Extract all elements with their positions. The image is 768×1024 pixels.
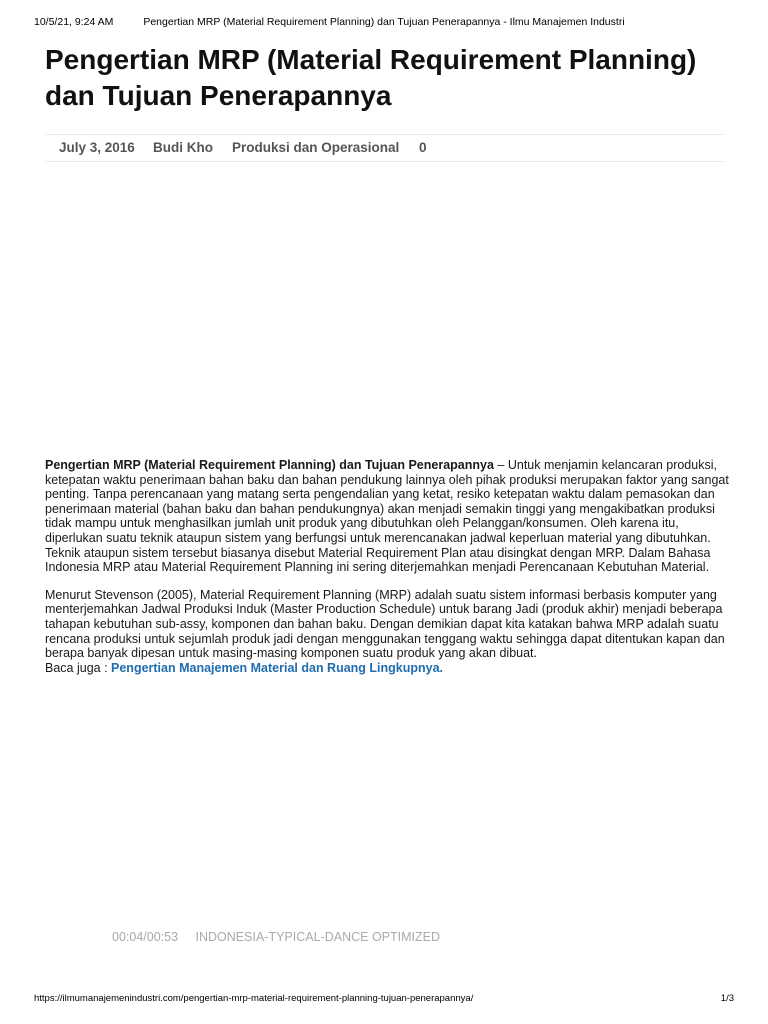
article-title: Pengertian MRP (Material Requirement Planning) dan Tujuan Penerapannya — [45, 44, 697, 111]
print-page-number: 1/3 — [720, 993, 734, 1004]
article-paragraph-intro — [45, 458, 730, 575]
video-title: INDONESIA-TYPICAL-DANCE OPTIMIZED — [195, 930, 441, 944]
article-meta-bar — [45, 134, 725, 162]
print-datetime: 10/5/21, 9:24 AM — [34, 16, 114, 28]
video-player-bar[interactable] — [112, 930, 440, 944]
post-author-link[interactable]: Budi Kho — [153, 140, 213, 155]
print-url: https://ilmumanajemenindustri.com/pengertian-mrp-material-requirement-planning-tujuan-penerapannya/ — [34, 993, 474, 1004]
article-paragraph-definition — [45, 588, 730, 676]
comment-count-link[interactable]: 0 — [419, 140, 427, 155]
see-also-label: Baca juga : — [45, 660, 112, 675]
see-also-link[interactable]: Pengertian Manajemen Material dan Ruang Lingkupnya. — [111, 660, 444, 675]
print-header — [34, 16, 734, 30]
print-document-title: Pengertian MRP (Material Requirement Planning) dan Tujuan Penerapannya - Ilmu Manajemen Industri — [143, 16, 625, 28]
post-date[interactable]: July 3, 2016 — [59, 140, 135, 155]
intro-bold-lead: Pengertian MRP (Material Requirement Planning) dan Tujuan Penerapannya — [45, 458, 494, 472]
video-time: 00:04/00:53 — [112, 930, 179, 944]
article-body — [45, 458, 730, 675]
print-footer — [34, 993, 734, 1007]
post-category-link[interactable]: Produksi dan Operasional — [232, 140, 400, 155]
article-media-placeholder — [45, 172, 725, 444]
definition-text: Menurut Stevenson (2005), Material Requirement Planning (MRP) adalah suatu sistem informasi berbasis komputer yang menterjemahkan Jadwal Produksi Induk (Master Production Schedule) untuk barang Jadi (produk akhir) menjadi beberapa tahapan kebutuhan sub-assy, komponen dan bahan baku. Dengan demikian dapat kita katakan bahwa MRP adalah suatu rencana produksi untuk sejumlah produk jadi dengan menggunakan tenggang waktu sehingga dapat ditentukan kapan dan berapa banyak dipesan untuk masing-masing komponen suatu produk yang akan dibuat. — [45, 587, 725, 661]
intro-text: – Untuk menjamin kelancaran produksi, ketepatan waktu penerimaan bahan baku dan bahan pendukung lainnya oleh pihak produksi merupakan faktor yang sangat penting. Tanpa perencanaan yang matang serta pengendalian yang ketat, resiko ketepatan waktu dalam pemasokan dan penerimaan material (bahan baku dan bahan pendukungnya) akan menjadi semakin tinggi yang mengakibatkan produksi tidak mampu untuk menghasilkan jumlah unit produk yang dibutuhkan oleh Pelanggan/konsumen. Oleh karena itu, diperlukan suatu teknik ataupun sistem yang berfungsi untuk merencanakan jadwal keperluan material yang dibutuhkan. Teknik ataupun sistem tersebut biasanya disebut Material Requirement Plan atau disingkat dengan MRP. Dalam Bahasa Indonesia MRP atau Material Requirement Planning ini sering diterjemahkan menjadi Perencanaan Kebutuhan Material. — [45, 458, 729, 575]
